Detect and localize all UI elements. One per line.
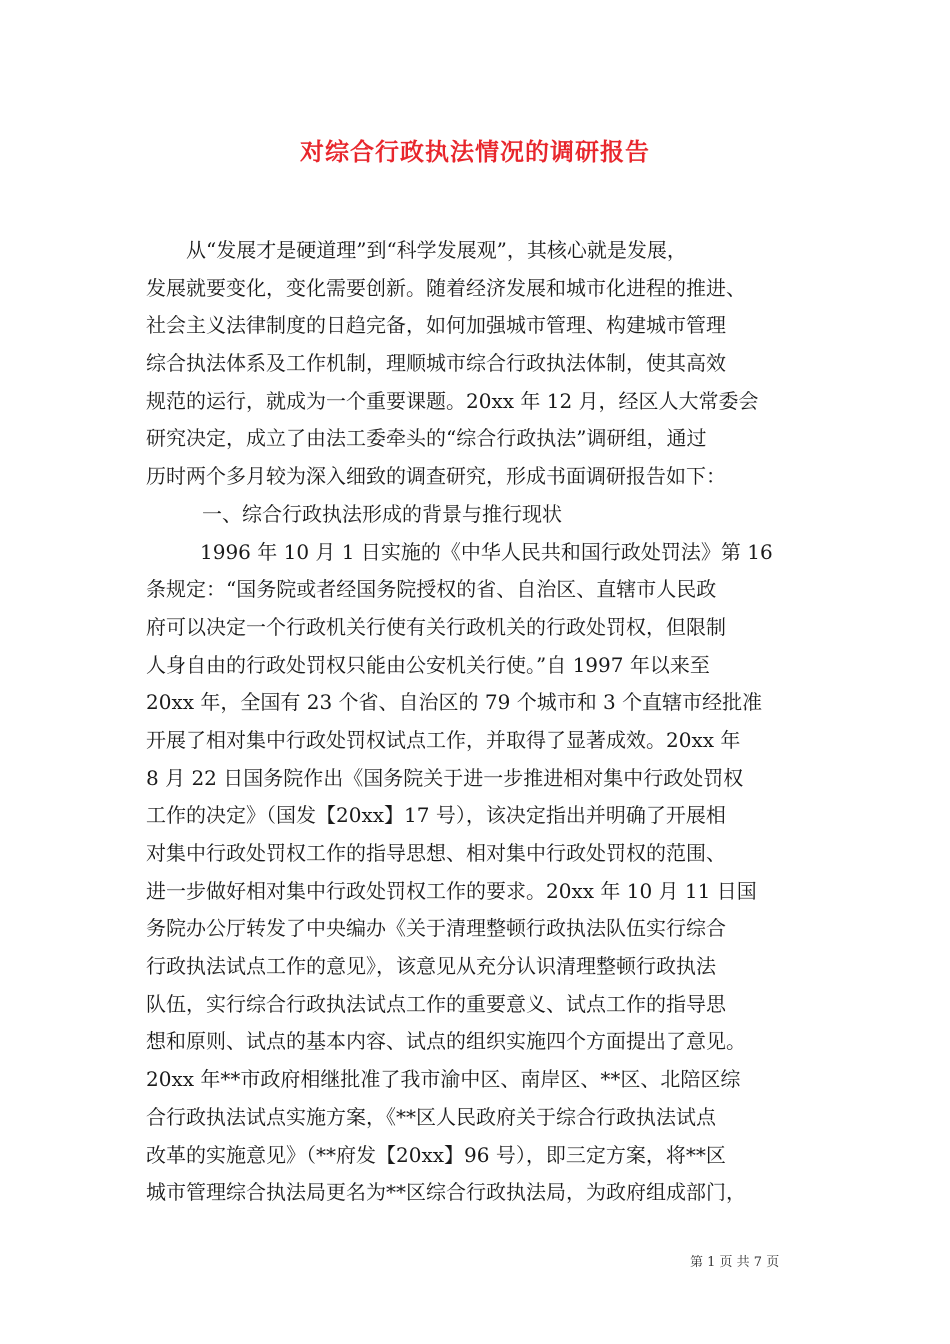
text-line: 对集中行政处罚权工作的指导思想、相对集中行政处罚权的范围、 <box>146 841 726 865</box>
text-line: 1996 年 10 月 1 日实施的《中华人民共和国行政处罚法》第 16 <box>200 539 773 564</box>
text-line: 规范的运行，就成为一个重要课题。20xx 年 12 月，经区人大常委会 <box>146 388 759 413</box>
text-line: 社会主义法律制度的日趋完备，如何加强城市管理、构建城市管理 <box>146 313 726 338</box>
text-line: 开展了相对集中行政处罚权试点工作，并取得了显著成效。20xx 年 <box>146 727 741 752</box>
text-line: 府可以决定一个行政机关行使有关行政机关的行政处罚权，但限制 <box>146 614 726 639</box>
text-line: 8 月 22 日国务院作出《国务院关于进一步推进相对集中行政处罚权 <box>146 765 744 790</box>
text-line: 改革的实施意见》（**府发【20xx】96 号），即三定方案，将**区 <box>146 1142 726 1167</box>
document-title: 对综合行政执法情况的调研报告 <box>300 137 650 166</box>
text-line: 发展就要变化，变化需要创新。随着经济发展和城市化进程的推进、 <box>146 275 746 300</box>
text-line: 队伍，实行综合行政执法试点工作的重要意义、试点工作的指导思 <box>146 991 726 1016</box>
section-heading: 一、综合行政执法形成的背景与推行现状 <box>202 501 562 526</box>
text-line: 工作的决定》（国发【20xx】17 号），该决定指出并明确了开展相 <box>146 803 726 828</box>
text-line: 研究决定，成立了由法工委牵头的“综合行政执法”调研组，通过 <box>146 426 707 451</box>
text-line: 综合执法体系及工作机制，理顺城市综合行政执法体制，使其高效 <box>146 351 726 376</box>
text-line: 想和原则、试点的基本内容、试点的组织实施四个方面提出了意见。 <box>146 1029 746 1054</box>
text-line: 行政执法试点工作的意见》，该意见从充分认识清理整顿行政执法 <box>146 954 716 979</box>
text-line: 进一步做好相对集中行政处罚权工作的要求。20xx 年 10 月 11 日国 <box>146 878 757 903</box>
text-line: 合行政执法试点实施方案，《**区人民政府关于综合行政执法试点 <box>146 1104 716 1129</box>
page-number: 第 1 页 共 7 页 <box>690 1255 780 1270</box>
text-line: 历时两个多月较为深入细致的调查研究，形成书面调研报告如下： <box>146 464 726 489</box>
document-body <box>146 232 812 1212</box>
text-line: 20xx 年，全国有 23 个省、自治区的 79 个城市和 3 个直辖市经批准 <box>146 690 763 715</box>
text-line: 20xx 年**市政府相继批准了我市渝中区、南岸区、**区、北陪区综 <box>146 1067 741 1092</box>
text-line: 人身自由的行政处罚权只能由公安机关行使。”自 1997 年以来至 <box>146 652 710 677</box>
text-line: 从“发展才是硬道理”到“科学发展观”，其核心就是发展， <box>186 238 687 262</box>
text-line: 城市管理综合执法局更名为**区综合行政执法局，为政府组成部门， <box>146 1180 746 1205</box>
text-line: 务院办公厅转发了中央编办《关于清理整顿行政执法队伍实行综合 <box>146 916 726 941</box>
text-line: 条规定：“国务院或者经国务院授权的省、自治区、直辖市人民政 <box>146 577 717 602</box>
